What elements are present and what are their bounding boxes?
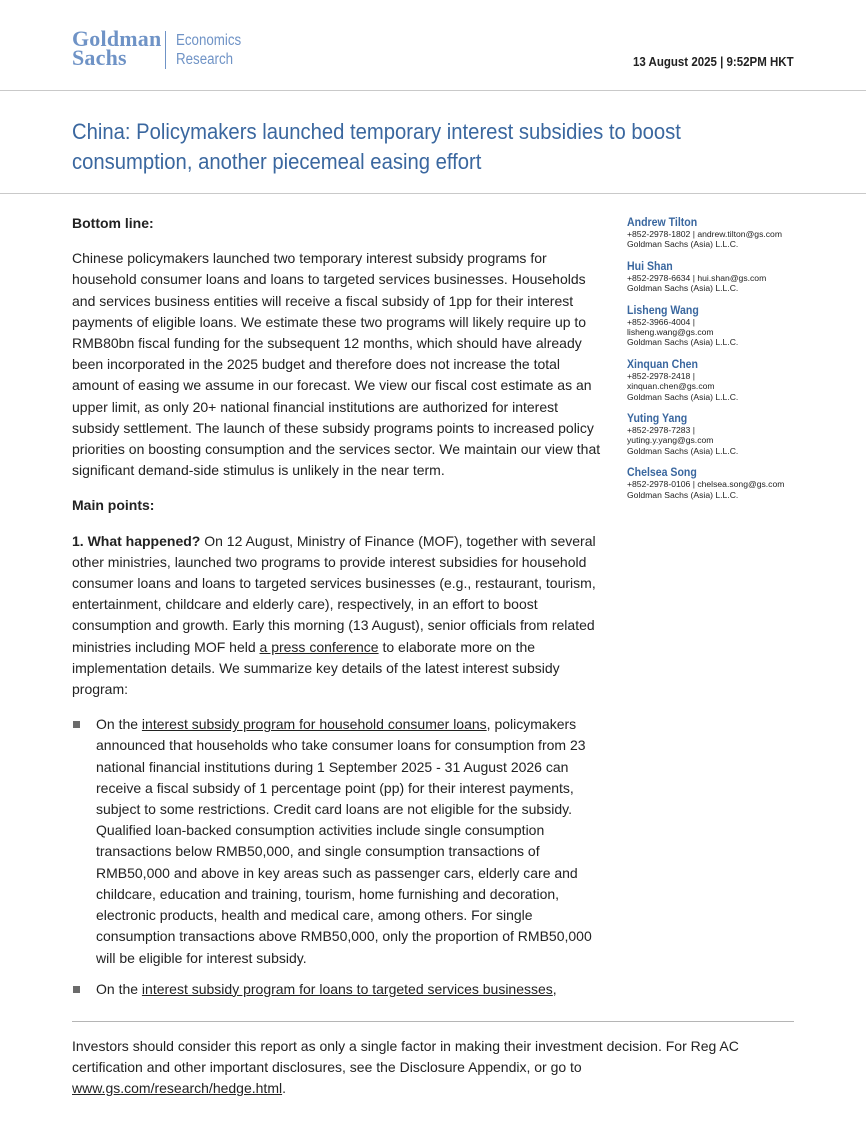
bullet-post: ,	[552, 980, 557, 997]
author-email: xinquan.chen@gs.com	[627, 381, 715, 392]
author-name[interactable]: Hui Shan	[627, 258, 673, 273]
author-name[interactable]: Lisheng Wang	[627, 302, 699, 317]
bullet-pre: On the	[96, 716, 142, 733]
bottom-line-text: Chinese policymakers launched two temporary interest subsidy programs for household consumer loans and loans to targeted services businesses. Households and services business entities will receive a fiscal subsidy of 1pp for their interest payments of eligible loans. We estimate these two programs will likely require up to RMB80bn fiscal funding for the subsequent 12 months, which should have already been incorporated in the 2025 budget and therefore does not increase the total amount of easing we assume in our forecast. We view our fiscal cost estimate as an upper limit, as only 20+ national financial institutions are authorized for interest subsidy settlement. The launch of these subsidy programs points to increased policy priorities on boosting consumption and the services sector. We maintain our view that significant demand-side stimulus is unlikely in the near term.	[72, 250, 601, 479]
footer-text: Investors should consider this report as only a single factor in making their investment decision. For Reg AC certification and other important disclosures, see the Disclosure Appendix, or go to	[72, 1038, 739, 1075]
list-item	[72, 714, 604, 968]
consumer-loans-program-link[interactable]: interest subsidy program for household consumer loans	[141, 716, 487, 733]
main-content	[72, 213, 604, 1010]
author-name[interactable]: Xinquan Chen	[627, 356, 698, 371]
report-title: China: Policymakers launched temporary interest subsidies to boost consumption, another piecemeal easing effort	[72, 119, 681, 174]
author-yuting-yang	[627, 412, 827, 456]
author-firm: Goldman Sachs (Asia) L.L.C.	[627, 239, 739, 250]
author-email: lisheng.wang@gs.com	[627, 327, 714, 338]
logo-divider	[165, 31, 166, 69]
disclosure-link[interactable]: www.gs.com/research/hedge.html	[72, 1080, 283, 1096]
author-email: yuting.y.yang@gs.com	[627, 435, 714, 446]
square-bullet-icon	[73, 721, 80, 728]
author-name[interactable]: Yuting Yang	[627, 411, 688, 426]
services-loans-program-link[interactable]: interest subsidy program for loans to targeted services businesses	[141, 980, 553, 997]
author-hui-shan	[627, 260, 827, 294]
author-firm: Goldman Sachs (Asia) L.L.C.	[627, 391, 739, 402]
square-bullet-icon	[73, 986, 80, 993]
author-contact: +852-3966-4004 |	[627, 316, 695, 327]
report-date: 13 August 2025 | 9:52PM HKT	[633, 55, 794, 69]
point-1-text-a: On 12 August, Ministry of Finance (MOF), together with several other ministries, launched two programs to provide interest subsidies for household consumer loans and loans to targeted services businesses (e.g., restaurant, tourism, entertainment, childcare and elderly care), respectively, in an effort to boost consumption and growth. Early this morning (13 August), senior officials from related ministries including MOF held	[72, 532, 596, 655]
logo-wordmark	[72, 26, 167, 70]
footer-divider	[72, 1021, 794, 1022]
bullet-post: , policymakers announced that households who take consumer loans for consumption from 23 national financial institutions during 1 September 2025 - 31 August 2026 can receive a fiscal subsidy of 1 percentage point (pp) for their interest payments, subject to some restrictions. Credit card loans are not eligible for the subsidy. Qualified loan-backed consumption activities include single consumption transactions below RMB50,000, and single consumption transactions of RMB50,000 and above in key areas such as passenger cars, elderly care and childcare, education and training, tourism, home furnishing and decoration, electronic products, health and medical care, among others. For single consumption transactions above RMB50,000, only the proportion of RMB50,000 will be eligible for interest subsidy.	[96, 716, 592, 966]
author-firm: Goldman Sachs (Asia) L.L.C.	[627, 445, 739, 456]
author-contact: +852-2978-2418 |	[627, 370, 695, 381]
author-xinquan-chen	[627, 358, 827, 402]
header-divider	[0, 90, 866, 91]
author-contact: +852-2978-1802 | andrew.tilton@gs.com	[627, 229, 782, 239]
bottom-line-heading: Bottom line:	[72, 215, 154, 231]
author-lisheng-wang	[627, 304, 827, 348]
authors-sidebar	[627, 216, 827, 510]
author-name[interactable]: Andrew Tilton	[627, 215, 698, 229]
logo-line-sachs: Sachs	[72, 45, 127, 70]
author-chelsea-song	[627, 466, 827, 500]
logo-unit-economics: Economics	[176, 32, 242, 49]
list-item	[72, 979, 604, 1000]
author-name[interactable]: Chelsea Song	[627, 465, 697, 480]
author-firm: Goldman Sachs (Asia) L.L.C.	[627, 337, 739, 348]
logo-unit	[176, 31, 253, 69]
author-firm: Goldman Sachs (Asia) L.L.C.	[627, 283, 739, 294]
author-andrew-tilton	[627, 216, 827, 250]
author-contact: +852-2978-6634 | hui.shan@gs.com	[627, 272, 767, 283]
footer-end: .	[282, 1080, 286, 1096]
point-1-lead: 1. What happened?	[72, 532, 201, 549]
title-divider	[0, 193, 866, 194]
subsidy-bullet-list	[72, 714, 604, 1000]
bullet-pre: On the	[96, 980, 142, 997]
logo-unit-research: Research	[176, 51, 234, 68]
logo-line-goldman: Goldman	[72, 26, 162, 51]
author-contact: +852-2978-7283 |	[627, 425, 695, 436]
point-1-paragraph	[72, 531, 604, 701]
disclosure-footer	[72, 1036, 794, 1099]
author-contact: +852-2978-0106 | chelsea.song@gs.com	[627, 479, 785, 490]
point-1-text-b: to elaborate more on the implementation details. We summarize key details of the latest interest subsidy program:	[72, 638, 560, 698]
press-conference-link[interactable]: a press conference	[259, 638, 379, 655]
author-firm: Goldman Sachs (Asia) L.L.C.	[627, 489, 739, 500]
main-points-heading: Main points:	[72, 497, 155, 514]
